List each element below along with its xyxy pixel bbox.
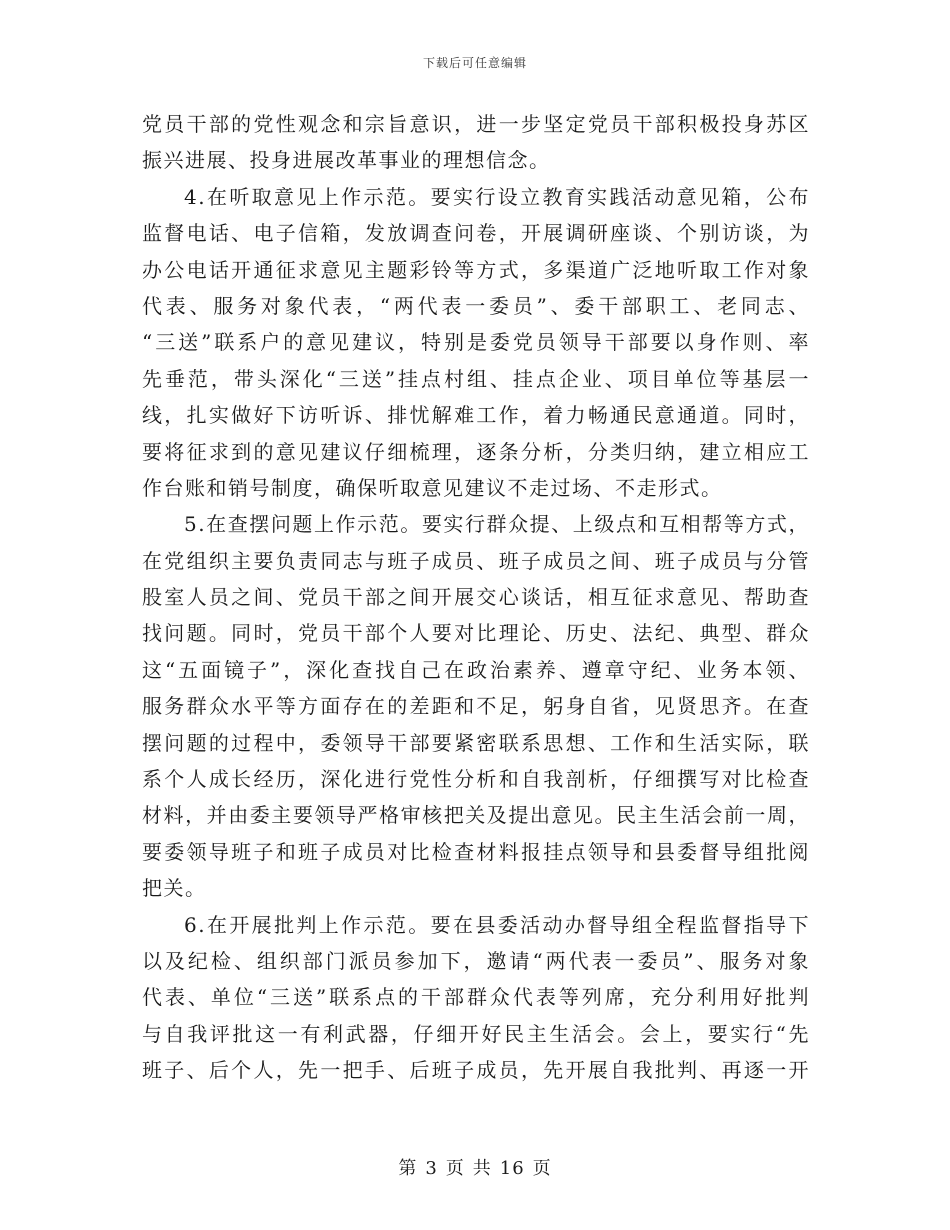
text-line: 线，扎实做好下访听诉、排忧解难工作，着力畅通民意通道。同时， [142,403,810,428]
text-line: 要将征求到的意见建议仔细梳理，逐条分析，分类归纳，建立相应工 [142,439,810,464]
text-line: 振兴进展、投身进展改革事业的理想信念。 [142,148,551,173]
text-line: 4.在听取意见上作示范。要实行设立教育实践活动意见箱，公布 [184,184,810,209]
text-line: 6.在开展批判上作示范。要在县委活动办督导组全程监督指导下 [184,912,810,937]
document-body [142,106,810,1089]
footer-suffix: 页 [532,1158,552,1179]
text-line: 系个人成长经历，深化进行党性分析和自我剖析，仔细撰写对比检查 [142,767,810,792]
text-line: 服务群众水平等方面存在的差距和不足，躬身自省，见贤思齐。在查 [142,694,810,719]
text-line: 与自我评批这一有利武器，仔细开好民主生活会。会上，要实行“先 [142,1021,810,1046]
text-line: 班子、后个人，先一把手、后班子成员，先开展自我批判、再逐一开 [142,1058,810,1083]
text-line: 材料，并由委主要领导严格审核把关及提出意见。民主生活会前一周， [142,803,810,828]
text-line: 党员干部的党性观念和宗旨意识，进一步坚定党员干部积极投身苏区 [142,112,810,136]
text-line: 5.在查摆问题上作示范。要实行群众提、上级点和互相帮等方式， [184,512,810,537]
text-line: 以及纪检、组织部门派员参加下，邀请“两代表一委员”、服务对象 [142,948,810,973]
footer-page-word: 页 [445,1158,465,1179]
text-line: 摆问题的过程中，委领导干部要紧密联系思想、工作和生活实际，联 [142,730,810,755]
text-line: 监督电话、电子信箱，发放调查问卷，开展调研座谈、个别访谈，为 [142,221,810,246]
text-line: 作台账和销号制度，确保听取意见建议不走过场、不走形式。 [142,475,723,500]
text-line: “三送”联系户的意见建议，特别是委党员领导干部要以身作则、率 [142,330,810,355]
text-line: 这“五面镜子”，深化查找自己在政治素养、遵章守纪、业务本领、 [142,657,810,682]
text-line: 把关。 [142,876,207,901]
text-line: 办公电话开通征求意见主题彩铃等方式，多渠道广泛地听取工作对象 [142,257,810,282]
footer-prefix: 第 [398,1158,418,1179]
text-line: 代表、服务对象代表，“两代表一委员”、委干部职工、老同志、 [142,293,810,318]
page-header: 下载后可任意编辑 [422,56,527,70]
footer-total-pages: 16 [499,1158,525,1179]
text-line: 在党组织主要负责同志与班子成员、班子成员之间、班子成员与分管 [142,548,810,573]
text-line: 股室人员之间、党员干部之间开展交心谈话，相互征求意见、帮助查 [142,585,810,610]
text-line: 要委领导班子和班子成员对比检查材料报挂点领导和县委督导组批阅 [142,839,810,864]
text-line: 代表、单位“三送”联系点的干部群众代表等列席，充分利用好批判 [142,985,810,1010]
footer-current-page: 3 [425,1158,438,1179]
footer-total-word: 共 [472,1158,492,1179]
text-line: 先垂范，带头深化“三送”挂点村组、挂点企业、项目单位等基层一 [142,366,810,391]
text-line: 找问题。同时，党员干部个人要对比理论、历史、法纪、典型、群众 [142,621,810,646]
page-footer [0,1154,950,1180]
